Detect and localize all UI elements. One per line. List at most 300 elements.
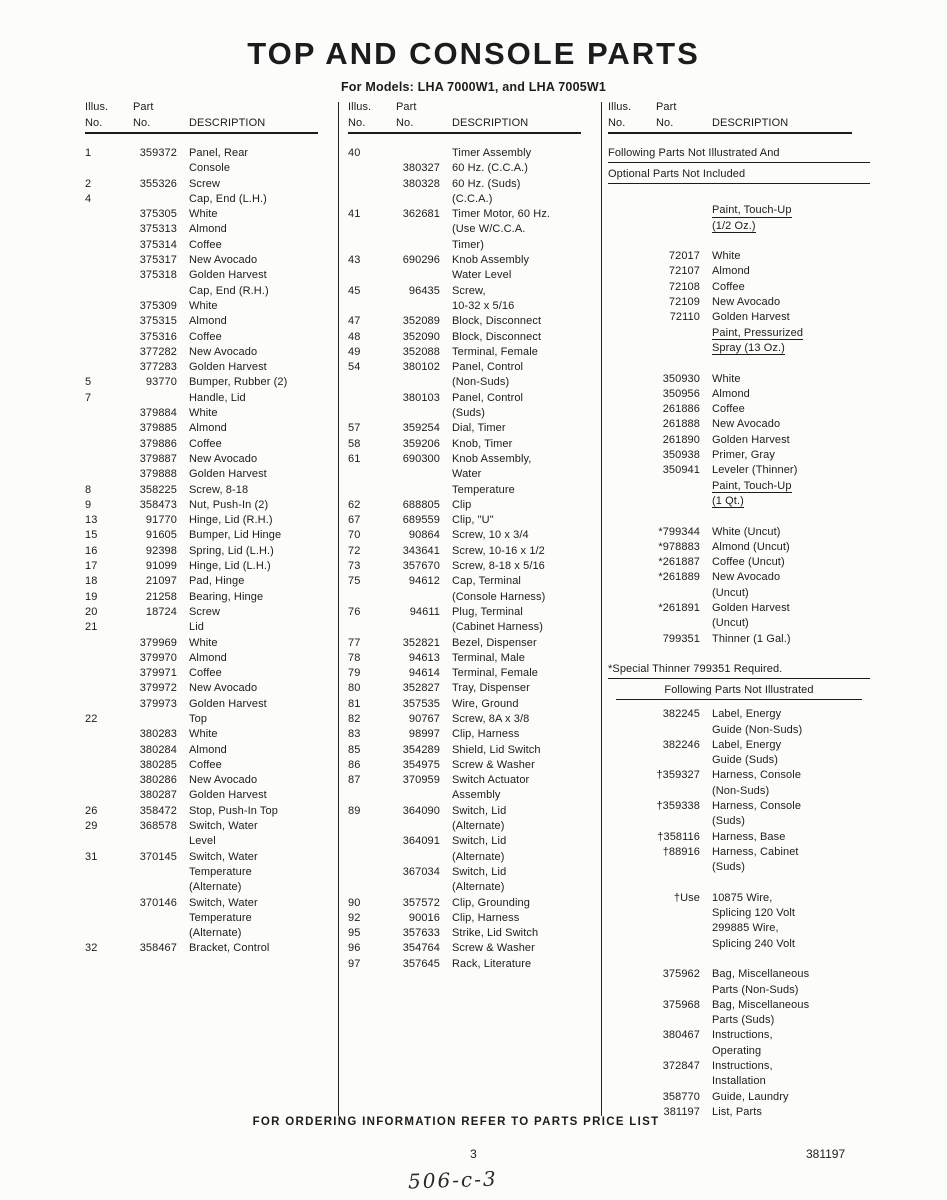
parts-row bbox=[348, 483, 598, 498]
parts-row bbox=[608, 937, 870, 952]
part-description: Screw, 10 x 3/4 bbox=[452, 529, 529, 542]
illus-number: 20 bbox=[85, 605, 98, 618]
illus-number bbox=[85, 926, 121, 941]
part-description: Primer, Gray bbox=[712, 449, 775, 462]
part-number: 380327 bbox=[402, 162, 440, 175]
part-description: List, Parts bbox=[712, 1105, 763, 1118]
part-description: Leveler (Thinner) bbox=[712, 464, 798, 477]
part-number: †Use bbox=[673, 891, 700, 904]
part-description: (Alternate) bbox=[452, 850, 505, 863]
part-number: 359206 bbox=[402, 437, 440, 450]
parts-row bbox=[348, 161, 598, 176]
illus-number bbox=[85, 207, 121, 222]
illus-number bbox=[608, 295, 644, 310]
part-description: Water bbox=[452, 468, 482, 481]
illus-number: 7 bbox=[85, 391, 92, 404]
part-header-label: Part bbox=[656, 101, 677, 113]
part-description: (Suds) bbox=[712, 815, 745, 828]
part-description: White bbox=[189, 728, 218, 741]
parts-row bbox=[608, 310, 870, 325]
illus-number bbox=[608, 1059, 644, 1074]
parts-row bbox=[608, 845, 870, 860]
part-description: Almond bbox=[712, 265, 750, 278]
part-description: Label, Energy bbox=[712, 708, 782, 721]
parts-row bbox=[348, 804, 598, 819]
part-description: Stop, Push-In Top bbox=[189, 804, 278, 817]
parts-row bbox=[608, 738, 870, 753]
part-number bbox=[396, 268, 440, 283]
part-description: Guide (Suds) bbox=[712, 754, 779, 767]
parts-row bbox=[85, 498, 335, 513]
illus-number bbox=[85, 452, 121, 467]
part-description: Golden Harvest bbox=[189, 269, 267, 282]
part-description: Timer) bbox=[452, 238, 484, 251]
parts-row bbox=[608, 1044, 870, 1059]
no-header-label: No. bbox=[608, 117, 626, 129]
parts-row bbox=[348, 559, 598, 574]
part-number bbox=[656, 753, 700, 768]
parts-rows-column-1 bbox=[85, 146, 335, 957]
parts-row bbox=[348, 528, 598, 543]
parts-row bbox=[85, 177, 335, 192]
part-description: Parts (Non-Suds) bbox=[712, 983, 799, 996]
part-number bbox=[656, 723, 700, 738]
illus-number: 16 bbox=[85, 544, 98, 557]
illus-number bbox=[85, 314, 121, 329]
parts-row bbox=[85, 865, 335, 880]
column-divider-1 bbox=[338, 102, 339, 1116]
illus-number bbox=[608, 586, 644, 601]
illus-number: 92 bbox=[348, 911, 361, 924]
section-title-text: Paint, Pressurized bbox=[712, 326, 804, 339]
illus-number bbox=[608, 707, 644, 722]
part-number bbox=[656, 860, 700, 875]
parts-row bbox=[608, 830, 870, 845]
part-number: *799344 bbox=[658, 525, 700, 538]
illus-number: 19 bbox=[85, 590, 98, 603]
column-2-header bbox=[348, 99, 581, 134]
parts-row bbox=[85, 238, 335, 253]
part-number: 358225 bbox=[139, 483, 177, 496]
illus-number: 70 bbox=[348, 529, 361, 542]
page-subtitle: For Models: LHA 7000W1, and LHA 7005W1 bbox=[340, 80, 607, 94]
illus-number bbox=[608, 341, 644, 356]
illus-number: 31 bbox=[85, 850, 98, 863]
parts-row bbox=[608, 387, 870, 402]
part-description: Switch, Lid bbox=[452, 835, 507, 848]
illus-number: 18 bbox=[85, 575, 98, 588]
part-number: 355326 bbox=[139, 177, 177, 190]
part-number bbox=[656, 983, 700, 998]
illus-number bbox=[348, 834, 384, 849]
part-description bbox=[712, 326, 870, 341]
illus-number bbox=[348, 850, 384, 865]
illus-number: 95 bbox=[348, 927, 361, 940]
part-description: Temperature bbox=[189, 865, 252, 878]
part-description: Golden Harvest bbox=[189, 361, 267, 374]
part-number: 359372 bbox=[139, 147, 177, 159]
illus-number bbox=[85, 238, 121, 253]
illus-number bbox=[85, 911, 121, 926]
illus-number bbox=[608, 494, 644, 509]
part-description: Bumper, Rubber (2) bbox=[189, 376, 288, 389]
part-number: 72108 bbox=[668, 280, 700, 293]
part-number: 354764 bbox=[402, 942, 440, 955]
parts-row bbox=[348, 957, 598, 972]
illus-number: 89 bbox=[348, 804, 361, 817]
part-number bbox=[396, 299, 440, 314]
illus-number bbox=[85, 651, 121, 666]
parts-row bbox=[348, 391, 598, 406]
parts-row bbox=[85, 330, 335, 345]
parts-row bbox=[85, 207, 335, 222]
parts-row bbox=[608, 417, 870, 432]
illus-number: 96 bbox=[348, 942, 361, 955]
spacer-row bbox=[608, 952, 870, 967]
part-description: White bbox=[189, 636, 218, 649]
header-spacer bbox=[452, 99, 581, 115]
illus-header-label: Illus. bbox=[608, 101, 632, 113]
parts-row bbox=[348, 850, 598, 865]
part-description: Terminal, Female bbox=[452, 667, 538, 680]
parts-row bbox=[348, 911, 598, 926]
parts-row bbox=[608, 998, 870, 1013]
illus-number bbox=[85, 743, 121, 758]
illus-number bbox=[608, 891, 644, 906]
parts-row bbox=[85, 590, 335, 605]
parts-column-1 bbox=[85, 99, 335, 957]
section-title-text: Paint, Touch-Up bbox=[712, 479, 792, 492]
parts-row bbox=[608, 616, 870, 631]
illus-number bbox=[608, 540, 644, 555]
part-number: 21097 bbox=[145, 575, 177, 588]
parts-row bbox=[608, 448, 870, 463]
illus-number: 48 bbox=[348, 330, 361, 343]
part-number: *261887 bbox=[658, 556, 700, 569]
parts-row bbox=[348, 268, 598, 283]
part-number: 372847 bbox=[662, 1060, 700, 1073]
parts-row bbox=[608, 525, 870, 540]
part-description: New Avocado bbox=[189, 345, 258, 358]
part-description: Clip bbox=[452, 498, 472, 511]
handwritten-note: 506-c-3 bbox=[407, 1166, 499, 1194]
part-number: 343641 bbox=[402, 544, 440, 557]
part-description: Water Level bbox=[452, 269, 512, 282]
part-description: Rack, Literature bbox=[452, 957, 532, 970]
parts-row bbox=[608, 1013, 870, 1028]
part-description: New Avocado bbox=[189, 682, 258, 695]
section-note-text: Following Parts Not Illustrated And bbox=[608, 147, 780, 159]
illus-number bbox=[348, 177, 384, 192]
section-note-text: Following Parts Not Illustrated bbox=[664, 684, 814, 697]
part-number: 357572 bbox=[402, 896, 440, 909]
illus-number bbox=[608, 326, 644, 341]
parts-row bbox=[348, 467, 598, 482]
illus-number bbox=[608, 601, 644, 616]
part-description: Clip, Harness bbox=[452, 911, 520, 924]
part-number: 352821 bbox=[402, 636, 440, 649]
illus-number bbox=[85, 788, 121, 803]
illus-number bbox=[348, 375, 384, 390]
illus-number bbox=[608, 723, 644, 738]
part-description: Panel, Control bbox=[452, 391, 524, 404]
part-description: Switch Actuator bbox=[452, 774, 530, 787]
part-number: 352089 bbox=[402, 315, 440, 328]
part-number: 358472 bbox=[139, 804, 177, 817]
part-description: (Console Harness) bbox=[452, 590, 546, 603]
part-description: Hinge, Lid (L.H.) bbox=[189, 560, 271, 573]
illus-number bbox=[348, 406, 384, 421]
part-number bbox=[396, 222, 440, 237]
part-number: 72017 bbox=[668, 250, 700, 263]
part-number: 91605 bbox=[145, 529, 177, 542]
part-number: 380285 bbox=[139, 758, 177, 771]
part-number bbox=[656, 326, 700, 341]
illus-number bbox=[608, 387, 644, 402]
part-number: 357645 bbox=[402, 957, 440, 970]
illus-number bbox=[85, 330, 121, 345]
part-description: Terminal, Male bbox=[452, 651, 525, 664]
part-number: 96435 bbox=[408, 284, 440, 297]
illus-number: 79 bbox=[348, 667, 361, 680]
section-note-text: Optional Parts Not Included bbox=[608, 168, 746, 180]
illus-number bbox=[85, 299, 121, 314]
part-description: Label, Energy bbox=[712, 738, 782, 751]
part-number: 380467 bbox=[662, 1029, 700, 1042]
part-number bbox=[133, 834, 177, 849]
part-description: Lid bbox=[189, 621, 204, 634]
part-number: 380283 bbox=[139, 728, 177, 741]
parts-row bbox=[608, 433, 870, 448]
illus-number bbox=[608, 310, 644, 325]
illus-number: 87 bbox=[348, 774, 361, 787]
illus-number bbox=[608, 845, 644, 860]
parts-row bbox=[85, 375, 335, 390]
illus-number bbox=[608, 249, 644, 264]
part-number bbox=[656, 479, 700, 494]
illus-number bbox=[608, 1044, 644, 1059]
part-description: (Alternate) bbox=[189, 881, 242, 894]
illus-number: 21 bbox=[85, 621, 98, 634]
part-description: 60 Hz. (Suds) bbox=[452, 177, 521, 190]
part-description: Nut, Push-In (2) bbox=[189, 498, 269, 511]
parts-row bbox=[85, 161, 335, 176]
parts-row bbox=[608, 540, 870, 555]
part-number: 350941 bbox=[662, 464, 700, 477]
parts-row bbox=[348, 177, 598, 192]
header-line-1 bbox=[85, 99, 318, 115]
illus-number bbox=[85, 161, 121, 176]
part-number: 352090 bbox=[402, 330, 440, 343]
parts-row bbox=[85, 743, 335, 758]
part-number bbox=[656, 203, 700, 218]
parts-row bbox=[85, 467, 335, 482]
illus-number bbox=[608, 1013, 644, 1028]
part-number bbox=[396, 467, 440, 482]
parts-row bbox=[348, 299, 598, 314]
parts-row bbox=[348, 758, 598, 773]
part-description: White bbox=[712, 372, 741, 385]
part-number bbox=[656, 784, 700, 799]
section-note-row bbox=[608, 167, 870, 184]
parts-row bbox=[608, 768, 870, 783]
parts-row bbox=[85, 299, 335, 314]
illus-number: 26 bbox=[85, 804, 98, 817]
part-number: 381197 bbox=[663, 1105, 700, 1118]
illus-number: 9 bbox=[85, 498, 92, 511]
section-note-row bbox=[608, 662, 870, 679]
parts-row bbox=[608, 249, 870, 264]
parts-row bbox=[608, 891, 870, 906]
part-description: Handle, Lid bbox=[189, 391, 246, 404]
part-number bbox=[656, 906, 700, 921]
part-number bbox=[133, 192, 177, 207]
part-description: Instructions, bbox=[712, 1029, 773, 1042]
part-description: Bracket, Control bbox=[189, 942, 270, 955]
part-description: Top bbox=[189, 712, 208, 725]
part-number: 358473 bbox=[139, 498, 177, 511]
part-number bbox=[656, 1074, 700, 1089]
parts-row bbox=[348, 590, 598, 605]
parts-column-2 bbox=[348, 99, 598, 972]
part-description: Harness, Base bbox=[712, 830, 786, 843]
parts-row bbox=[348, 498, 598, 513]
illus-number: 8 bbox=[85, 483, 92, 496]
part-header-label: Part bbox=[396, 101, 417, 113]
part-description: Screw & Washer bbox=[452, 758, 535, 771]
part-description: Screw & Washer bbox=[452, 942, 535, 955]
part-description: Switch, Water bbox=[189, 896, 258, 909]
part-number: 375305 bbox=[139, 208, 177, 221]
parts-row bbox=[608, 1074, 870, 1089]
parts-row bbox=[85, 284, 335, 299]
part-number: 375962 bbox=[662, 968, 700, 981]
parts-row bbox=[348, 819, 598, 834]
illus-number bbox=[348, 391, 384, 406]
part-description: Coffee bbox=[712, 280, 745, 293]
illus-number bbox=[85, 421, 121, 436]
illus-number: 61 bbox=[348, 452, 361, 465]
section-title-text: Paint, Touch-Up bbox=[712, 204, 792, 217]
parts-row bbox=[608, 203, 870, 218]
part-number: 91770 bbox=[145, 514, 177, 527]
part-description: White (Uncut) bbox=[712, 525, 781, 538]
illus-number bbox=[608, 1028, 644, 1043]
part-description: Bezel, Dispenser bbox=[452, 636, 537, 649]
illus-number bbox=[85, 727, 121, 742]
illus-number bbox=[608, 616, 644, 631]
part-number: 375317 bbox=[139, 254, 177, 267]
part-description: Knob Assembly bbox=[452, 254, 530, 267]
parts-row bbox=[348, 452, 598, 467]
part-description: (Uncut) bbox=[712, 617, 749, 630]
part-description: (Cabinet Harness) bbox=[452, 621, 543, 634]
part-description: White bbox=[189, 299, 218, 312]
illus-number: 54 bbox=[348, 361, 361, 374]
part-number: 359254 bbox=[402, 422, 440, 435]
part-number: 261886 bbox=[662, 403, 700, 416]
illus-number bbox=[85, 636, 121, 651]
part-description: Hinge, Lid (R.H.) bbox=[189, 514, 273, 527]
part-number: 380286 bbox=[139, 774, 177, 787]
illus-number bbox=[608, 799, 644, 814]
part-number: 689559 bbox=[402, 514, 440, 527]
part-number: 94612 bbox=[408, 575, 440, 588]
illus-number: 72 bbox=[348, 544, 361, 557]
part-number bbox=[396, 880, 440, 895]
part-description: (Use W/C.C.A. bbox=[452, 223, 526, 236]
parts-row bbox=[608, 860, 870, 875]
part-description: Coffee bbox=[189, 330, 222, 343]
part-description: Golden Harvest bbox=[189, 468, 267, 481]
part-description: Timer Motor, 60 Hz. bbox=[452, 208, 551, 221]
part-description: Temperature bbox=[452, 483, 515, 496]
part-description: Switch, Water bbox=[189, 820, 258, 833]
illus-number bbox=[85, 345, 121, 360]
parts-row bbox=[348, 574, 598, 589]
part-description: Golden Harvest bbox=[189, 697, 267, 710]
part-number bbox=[133, 865, 177, 880]
parts-row bbox=[85, 391, 335, 406]
parts-row bbox=[85, 513, 335, 528]
part-description: Coffee (Uncut) bbox=[712, 556, 785, 569]
illus-number bbox=[85, 681, 121, 696]
illus-number bbox=[608, 860, 644, 875]
illus-number: 47 bbox=[348, 315, 361, 328]
part-number: 261890 bbox=[662, 433, 700, 446]
part-description bbox=[712, 219, 870, 234]
part-description: Panel, Control bbox=[452, 361, 524, 374]
section-note-text: *Special Thinner 799351 Required. bbox=[608, 663, 783, 676]
part-description: Coffee bbox=[189, 437, 222, 450]
parts-row bbox=[348, 605, 598, 620]
illus-number bbox=[608, 967, 644, 982]
illus-number bbox=[85, 880, 121, 895]
part-number bbox=[396, 850, 440, 865]
section-title-text: Spray (13 Oz.) bbox=[712, 341, 785, 354]
part-description: New Avocado bbox=[189, 452, 258, 465]
part-description: Screw, bbox=[452, 284, 486, 297]
no-header-label: No. bbox=[656, 117, 674, 129]
illus-number bbox=[85, 697, 121, 712]
parts-row bbox=[348, 238, 598, 253]
part-description: Clip, Grounding bbox=[452, 896, 530, 909]
illus-number bbox=[608, 814, 644, 829]
part-number: 364090 bbox=[402, 804, 440, 817]
parts-row bbox=[608, 601, 870, 616]
part-number: 368578 bbox=[139, 820, 177, 833]
illus-number bbox=[348, 483, 384, 498]
illus-number bbox=[85, 896, 121, 911]
part-number: 21258 bbox=[145, 590, 177, 603]
parts-row bbox=[608, 264, 870, 279]
illus-number bbox=[348, 238, 384, 253]
parts-row bbox=[85, 758, 335, 773]
header-line-2 bbox=[85, 115, 318, 131]
part-description: Bumper, Lid Hinge bbox=[189, 529, 282, 542]
parts-row bbox=[348, 146, 598, 161]
illus-number bbox=[608, 433, 644, 448]
parts-row bbox=[608, 1028, 870, 1043]
part-description: Cap, Terminal bbox=[452, 575, 521, 588]
parts-row bbox=[348, 666, 598, 681]
part-number: 352088 bbox=[402, 345, 440, 358]
illus-number bbox=[85, 268, 121, 283]
part-description: 10875 Wire, bbox=[712, 891, 773, 904]
part-number: *261891 bbox=[658, 602, 700, 615]
illus-number bbox=[85, 406, 121, 421]
part-description: Knob Assembly, bbox=[452, 452, 532, 465]
